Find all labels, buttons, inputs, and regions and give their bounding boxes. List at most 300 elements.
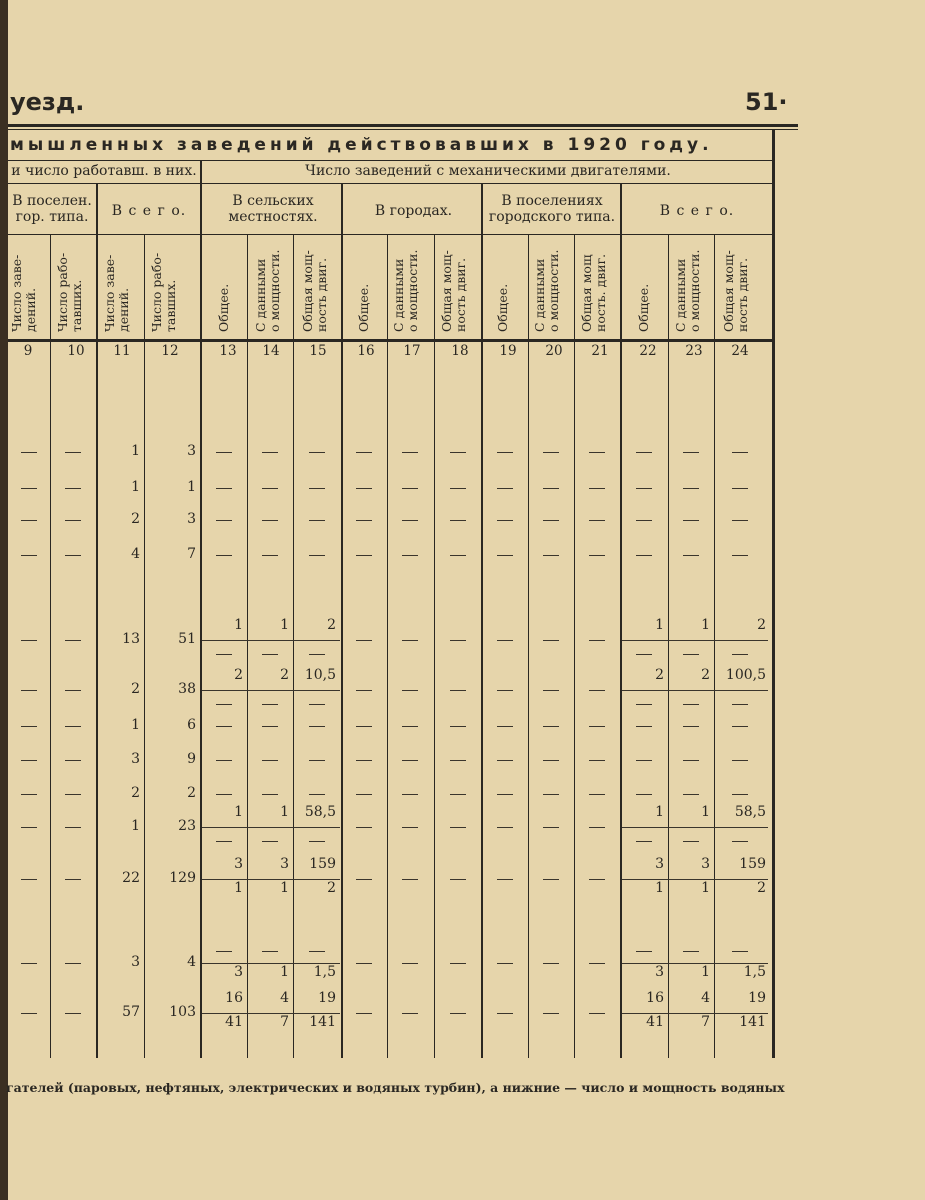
enterprises-count: 22: [122, 870, 140, 886]
motor-value: 58,5: [304, 804, 336, 820]
colnum-22: 22: [639, 343, 657, 359]
enterprises-count: 13: [122, 631, 140, 647]
empty-dash: [450, 690, 466, 691]
col-divider: [293, 234, 294, 1058]
group-towns: В городах.: [374, 203, 453, 219]
empty-dash: [732, 520, 748, 521]
empty-dash: [683, 555, 699, 556]
motor-total-value: 19: [748, 990, 766, 1006]
empty-dash: [65, 827, 81, 828]
empty-dash: [732, 760, 748, 761]
colnum-13: 13: [219, 343, 237, 359]
empty-dash: [216, 841, 232, 842]
workers-count: 38: [178, 681, 196, 697]
header-c13: Общее.: [216, 283, 231, 332]
empty-dash: [262, 488, 278, 489]
empty-dash: [21, 827, 37, 828]
empty-dash: [216, 488, 232, 489]
empty-dash: [262, 726, 278, 727]
motor-value: 16: [225, 990, 243, 1006]
header-rule: [8, 124, 798, 127]
empty-dash: [402, 520, 418, 521]
empty-dash: [497, 794, 513, 795]
workers-count: 51: [178, 631, 196, 647]
empty-dash: [450, 827, 466, 828]
motor-value: 10,5: [304, 667, 336, 683]
water-total-value: 1: [701, 964, 710, 980]
motor-total-value: 4: [701, 990, 710, 1006]
split-line: [202, 1013, 340, 1014]
colnum-18: 18: [451, 343, 469, 359]
motor-total-value: 3: [701, 856, 710, 872]
empty-dash: [21, 726, 37, 727]
empty-dash: [65, 726, 81, 727]
empty-dash: [636, 488, 652, 489]
empty-dash: [450, 555, 466, 556]
water-total-value: 1,5: [743, 964, 766, 980]
empty-dash: [309, 794, 325, 795]
empty-dash: [356, 879, 372, 880]
group-total-right: В с е г о.: [659, 203, 735, 219]
empty-dash: [732, 704, 748, 705]
split-line: [202, 879, 340, 880]
book-spine: [0, 0, 8, 1200]
empty-dash: [636, 704, 652, 705]
table-right-border: [772, 130, 775, 1058]
header-c24: Общая мощ- ность двиг.: [721, 250, 750, 332]
left-group-heading: и число работавш. в них.: [11, 163, 197, 179]
empty-dash: [402, 963, 418, 964]
split-line: [622, 827, 768, 828]
empty-dash: [450, 760, 466, 761]
empty-dash: [636, 794, 652, 795]
empty-dash: [497, 879, 513, 880]
enterprises-count: 2: [131, 511, 140, 527]
motor-value: 2: [327, 617, 336, 633]
empty-dash: [309, 654, 325, 655]
empty-dash: [65, 1013, 81, 1014]
motor-total-value: 3: [655, 856, 664, 872]
motor-value: 2: [280, 667, 289, 683]
colnum-14: 14: [262, 343, 280, 359]
empty-dash: [356, 690, 372, 691]
enterprises-count: 3: [131, 751, 140, 767]
empty-dash: [216, 452, 232, 453]
motor-value: 1: [234, 804, 243, 820]
enterprises-count: 2: [131, 785, 140, 801]
empty-dash: [497, 963, 513, 964]
empty-dash: [683, 760, 699, 761]
empty-dash: [356, 452, 372, 453]
empty-dash: [216, 794, 232, 795]
empty-dash: [543, 690, 559, 691]
enterprises-count: 1: [131, 818, 140, 834]
empty-dash: [543, 1013, 559, 1014]
empty-dash: [589, 827, 605, 828]
empty-dash: [450, 488, 466, 489]
empty-dash: [309, 555, 325, 556]
empty-dash: [636, 951, 652, 952]
empty-dash: [543, 827, 559, 828]
empty-dash: [262, 760, 278, 761]
empty-dash: [732, 555, 748, 556]
empty-dash: [65, 452, 81, 453]
colnum-24: 24: [731, 343, 749, 359]
empty-dash: [497, 827, 513, 828]
water-value: 1: [280, 964, 289, 980]
empty-dash: [21, 520, 37, 521]
empty-dash: [589, 640, 605, 641]
empty-dash: [356, 555, 372, 556]
header-c12: Число рабо- тавших.: [149, 252, 178, 332]
motor-total-value: 1: [655, 617, 664, 633]
district-label: уезд.: [10, 88, 85, 116]
empty-dash: [402, 488, 418, 489]
motor-value: 1: [280, 804, 289, 820]
workers-count: 3: [187, 511, 196, 527]
workers-count: 3: [187, 443, 196, 459]
empty-dash: [732, 794, 748, 795]
col-divider: [144, 234, 145, 1058]
empty-dash: [356, 1013, 372, 1014]
empty-dash: [636, 760, 652, 761]
empty-dash: [589, 963, 605, 964]
empty-dash: [450, 726, 466, 727]
empty-dash: [589, 452, 605, 453]
empty-dash: [732, 488, 748, 489]
empty-dash: [65, 760, 81, 761]
col-divider: [434, 234, 435, 1058]
empty-dash: [262, 841, 278, 842]
empty-dash: [356, 520, 372, 521]
empty-dash: [543, 555, 559, 556]
empty-dash: [589, 690, 605, 691]
empty-dash: [732, 841, 748, 842]
col-divider: [96, 184, 98, 1058]
empty-dash: [497, 726, 513, 727]
empty-dash: [65, 879, 81, 880]
water-value: 2: [327, 880, 336, 896]
empty-dash: [21, 760, 37, 761]
empty-dash: [732, 951, 748, 952]
group-total-left: В с е г о.: [111, 203, 187, 219]
motor-total-value: 1: [655, 804, 664, 820]
water-value: 7: [280, 1014, 289, 1030]
header-rule-thin: [8, 129, 798, 130]
empty-dash: [683, 488, 699, 489]
heading-divider: [8, 183, 773, 184]
empty-dash: [21, 879, 37, 880]
empty-dash: [497, 488, 513, 489]
motor-total-value: 2: [655, 667, 664, 683]
col-divider: [714, 234, 715, 1058]
empty-dash: [683, 520, 699, 521]
empty-dash: [497, 690, 513, 691]
empty-dash: [356, 794, 372, 795]
empty-dash: [497, 555, 513, 556]
col-divider: [528, 234, 529, 1058]
empty-dash: [262, 520, 278, 521]
col-divider: [50, 234, 51, 1058]
page-number: 51·: [745, 88, 788, 116]
empty-dash: [636, 841, 652, 842]
empty-dash: [216, 951, 232, 952]
empty-dash: [402, 640, 418, 641]
header-bottom-rule: [8, 339, 773, 342]
empty-dash: [65, 963, 81, 964]
colnum-17: 17: [403, 343, 421, 359]
enterprises-count: 2: [131, 681, 140, 697]
water-value: 1: [280, 880, 289, 896]
empty-dash: [683, 654, 699, 655]
empty-dash: [21, 555, 37, 556]
empty-dash: [21, 794, 37, 795]
enterprises-count: 57: [122, 1004, 140, 1020]
workers-count: 9: [187, 751, 196, 767]
empty-dash: [309, 760, 325, 761]
empty-dash: [636, 520, 652, 521]
empty-dash: [683, 841, 699, 842]
empty-dash: [356, 963, 372, 964]
header-c10: Число рабо- тавших.: [55, 252, 84, 332]
empty-dash: [450, 963, 466, 964]
empty-dash: [65, 690, 81, 691]
table-title: мышленных заведений действовавших в 1920 году.: [10, 135, 713, 155]
motor-total-value: 58,5: [734, 804, 766, 820]
header-c22: Общее.: [636, 283, 651, 332]
enterprises-count: 1: [131, 717, 140, 733]
col-divider: [200, 160, 202, 1058]
split-line: [202, 640, 340, 641]
empty-dash: [309, 452, 325, 453]
empty-dash: [497, 520, 513, 521]
header-c11: Число заве- дений.: [102, 254, 131, 332]
water-value: 41: [225, 1014, 243, 1030]
empty-dash: [543, 794, 559, 795]
empty-dash: [683, 452, 699, 453]
empty-dash: [216, 654, 232, 655]
enterprises-count: 4: [131, 546, 140, 562]
enterprises-count: 3: [131, 954, 140, 970]
motor-total-value: 159: [739, 856, 766, 872]
empty-dash: [497, 640, 513, 641]
workers-count: 6: [187, 717, 196, 733]
empty-dash: [543, 452, 559, 453]
empty-dash: [309, 841, 325, 842]
header-c19: Общее.: [495, 283, 510, 332]
empty-dash: [402, 794, 418, 795]
table-top-border: [8, 160, 773, 161]
header-c16: Общее.: [356, 283, 371, 332]
water-value: 1,5: [313, 964, 336, 980]
motor-value: 1: [280, 617, 289, 633]
empty-dash: [356, 640, 372, 641]
empty-dash: [309, 726, 325, 727]
colnum-11: 11: [113, 343, 131, 359]
motor-total-value: 1: [701, 617, 710, 633]
split-line: [622, 963, 768, 964]
empty-dash: [589, 555, 605, 556]
empty-dash: [543, 760, 559, 761]
workers-count: 129: [169, 870, 196, 886]
empty-dash: [262, 555, 278, 556]
motor-value: 3: [234, 856, 243, 872]
col-divider: [247, 234, 248, 1058]
motor-value: 1: [234, 617, 243, 633]
empty-dash: [543, 640, 559, 641]
empty-dash: [402, 555, 418, 556]
colnum-20: 20: [545, 343, 563, 359]
header-c14: С данными о мощности.: [253, 249, 282, 332]
empty-dash: [402, 879, 418, 880]
empty-dash: [21, 690, 37, 691]
group-settlements: В поселен. гор. типа.: [12, 193, 92, 225]
empty-dash: [543, 488, 559, 489]
colnum-9: 9: [23, 343, 33, 359]
empty-dash: [636, 555, 652, 556]
empty-dash: [356, 488, 372, 489]
col-divider: [668, 234, 669, 1058]
motor-total-value: 2: [701, 667, 710, 683]
workers-count: 103: [169, 1004, 196, 1020]
water-total-value: 41: [646, 1014, 664, 1030]
col-divider: [341, 184, 343, 1058]
colnum-16: 16: [357, 343, 375, 359]
empty-dash: [402, 1013, 418, 1014]
enterprises-count: 1: [131, 479, 140, 495]
colnum-15: 15: [309, 343, 327, 359]
empty-dash: [543, 879, 559, 880]
empty-dash: [216, 726, 232, 727]
split-line: [622, 690, 768, 691]
header-c20: С данными о мощности.: [532, 249, 561, 332]
header-c9: Число заве- дений.: [9, 254, 38, 332]
water-total-value: 1: [701, 880, 710, 896]
empty-dash: [262, 452, 278, 453]
empty-dash: [589, 794, 605, 795]
workers-count: 7: [187, 546, 196, 562]
empty-dash: [589, 879, 605, 880]
empty-dash: [216, 555, 232, 556]
empty-dash: [543, 520, 559, 521]
empty-dash: [683, 951, 699, 952]
empty-dash: [262, 794, 278, 795]
empty-dash: [450, 794, 466, 795]
colnum-23: 23: [685, 343, 703, 359]
empty-dash: [683, 794, 699, 795]
empty-dash: [402, 726, 418, 727]
empty-dash: [497, 1013, 513, 1014]
mechanical-engines-heading: Число заведений с механическими двигателями.: [305, 163, 671, 179]
empty-dash: [589, 488, 605, 489]
empty-dash: [21, 963, 37, 964]
header-c18: Общая мощ- ность двиг.: [439, 250, 468, 332]
col-divider: [387, 234, 388, 1058]
empty-dash: [309, 520, 325, 521]
empty-dash: [21, 488, 37, 489]
empty-dash: [216, 704, 232, 705]
empty-dash: [21, 640, 37, 641]
split-line: [622, 1013, 768, 1014]
split-line: [622, 640, 768, 641]
empty-dash: [450, 640, 466, 641]
split-line: [202, 690, 340, 691]
header-c21: Общая мощ ность. двиг.: [579, 253, 608, 332]
colnum-10: 10: [67, 343, 85, 359]
group-urban-settlements: В поселениях городского типа.: [488, 193, 616, 225]
workers-count: 1: [187, 479, 196, 495]
empty-dash: [262, 704, 278, 705]
empty-dash: [65, 488, 81, 489]
empty-dash: [589, 760, 605, 761]
col-divider: [574, 234, 575, 1058]
motor-total-value: 1: [701, 804, 710, 820]
workers-count: 4: [187, 954, 196, 970]
empty-dash: [309, 488, 325, 489]
motor-total-value: 16: [646, 990, 664, 1006]
empty-dash: [589, 726, 605, 727]
header-c23: С данными о мощности.: [673, 249, 702, 332]
water-value: 1: [234, 880, 243, 896]
water-total-value: 1: [655, 880, 664, 896]
empty-dash: [262, 951, 278, 952]
water-value: 3: [234, 964, 243, 980]
water-value: 141: [309, 1014, 336, 1030]
empty-dash: [402, 827, 418, 828]
empty-dash: [636, 452, 652, 453]
empty-dash: [65, 555, 81, 556]
empty-dash: [450, 879, 466, 880]
empty-dash: [65, 640, 81, 641]
colnum-12: 12: [161, 343, 179, 359]
motor-value: 159: [309, 856, 336, 872]
group-rural: В сельских местностях.: [228, 193, 318, 225]
split-line: [202, 827, 340, 828]
col-divider: [481, 184, 483, 1058]
water-total-value: 141: [739, 1014, 766, 1030]
water-total-value: 2: [757, 880, 766, 896]
enterprises-count: 1: [131, 443, 140, 459]
motor-value: 3: [280, 856, 289, 872]
empty-dash: [732, 726, 748, 727]
empty-dash: [497, 760, 513, 761]
empty-dash: [216, 760, 232, 761]
empty-dash: [450, 452, 466, 453]
empty-dash: [683, 726, 699, 727]
empty-dash: [732, 452, 748, 453]
empty-dash: [543, 963, 559, 964]
empty-dash: [543, 726, 559, 727]
empty-dash: [636, 726, 652, 727]
empty-dash: [21, 1013, 37, 1014]
empty-dash: [450, 520, 466, 521]
colnum-19: 19: [499, 343, 517, 359]
empty-dash: [683, 704, 699, 705]
empty-dash: [402, 452, 418, 453]
header-c15: Общая мощ- ность двиг.: [300, 250, 329, 332]
empty-dash: [356, 760, 372, 761]
empty-dash: [309, 951, 325, 952]
empty-dash: [21, 452, 37, 453]
empty-dash: [262, 654, 278, 655]
motor-total-value: 2: [757, 617, 766, 633]
empty-dash: [497, 452, 513, 453]
workers-count: 2: [187, 785, 196, 801]
empty-dash: [65, 794, 81, 795]
group-divider: [8, 234, 773, 235]
empty-dash: [589, 520, 605, 521]
water-total-value: 7: [701, 1014, 710, 1030]
